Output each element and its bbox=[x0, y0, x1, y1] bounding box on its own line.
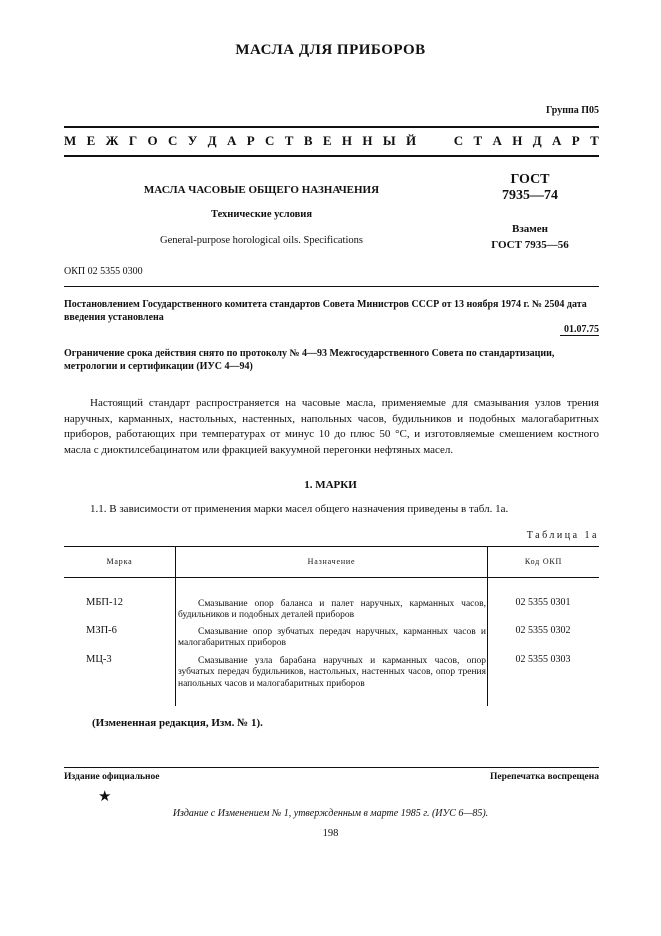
okp-code: ОКП 02 5355 0300 bbox=[64, 266, 143, 277]
gost-label: ГОСТ bbox=[510, 172, 550, 187]
banner-letter: Е bbox=[322, 133, 332, 148]
okp-rule bbox=[64, 286, 599, 287]
standard-title: МАСЛА ЧАСОВЫЕ ОБЩЕГО НАЗНАЧЕНИЯ bbox=[143, 184, 380, 196]
banner-letter: Т bbox=[473, 133, 483, 148]
amendment-note: (Измененная редакция, Изм. № 1). bbox=[92, 717, 263, 729]
intro-paragraph: Настоящий стандарт распространяется на часовые масла, применяемые для смазывания узлов трения наручных, карманных, настольных, настенных, напольных часов, будильников и подобных малогабаритных приборов, работающих при температурах от минус 10 до плюс 50 °С, и изготовляемые смешением костного масла с диоктилсебацинатом или фракцией вакуумной перегонки нефтяных масел. bbox=[64, 397, 599, 456]
group-code: Группа П05 bbox=[546, 105, 599, 116]
banner-letter: Д bbox=[207, 133, 217, 148]
banner-letter: С bbox=[453, 133, 464, 148]
gost-number: 7935—74 bbox=[502, 188, 558, 203]
gost-number-block bbox=[480, 172, 580, 204]
section-paragraph: 1.1. В зависимости от применения марки масел общего назначения приведены в табл. 1а. bbox=[90, 503, 509, 515]
row-code: 02 5355 0303 bbox=[515, 654, 571, 665]
standard-subtitle: Технические условия bbox=[210, 209, 313, 220]
banner-letter: В bbox=[303, 133, 313, 148]
banner-letter: Р bbox=[571, 133, 580, 148]
introduction-date: 01.07.75 bbox=[564, 324, 599, 335]
page-number: 198 bbox=[322, 828, 339, 839]
row-mark: МЦ-3 bbox=[86, 654, 112, 665]
star-icon: ★ bbox=[98, 789, 112, 805]
banner-letter: Ж bbox=[105, 133, 119, 148]
banner-letter: Н bbox=[341, 133, 353, 148]
banner-letter: С bbox=[168, 133, 178, 148]
banner-letter: А bbox=[226, 133, 237, 148]
edition-note: Издание с Изменением № 1, утвержденным в марте 1985 г. (ИУС 6—85). bbox=[172, 808, 489, 819]
row-purpose: Смазывание узла барабана наручных и карманных часов, опор зубчатых передач будильников, настольных, настенных часов, опор трения напольных часов и малогабаритных приборов bbox=[178, 656, 486, 689]
official-edition: Издание официальное bbox=[64, 772, 160, 782]
row-code: 02 5355 0301 bbox=[515, 597, 571, 608]
row-code: 02 5355 0302 bbox=[515, 625, 571, 636]
section-heading: 1. МАРКИ bbox=[304, 479, 357, 491]
date-underline bbox=[560, 335, 599, 336]
row-purpose: Смазывание опор зубчатых передач наручных, карманных часов и малогабаритных приборов bbox=[178, 627, 486, 649]
table-header-rule bbox=[64, 577, 599, 578]
decree-text: Постановлением Государственного комитета стандартов Совета Министров СССР от 13 ноября 1974 г. № 2504 дата введения установлена bbox=[64, 299, 587, 323]
banner-letter: Т bbox=[284, 133, 294, 148]
banner-letter: Ы bbox=[382, 133, 396, 148]
banner-letter: Р bbox=[246, 133, 255, 148]
banner-letter: Е bbox=[86, 133, 96, 148]
replaces-number: ГОСТ 7935—56 bbox=[491, 239, 569, 251]
banner-letter: М bbox=[64, 133, 77, 148]
header-code: Код ОКП bbox=[524, 557, 563, 566]
banner-letter: А bbox=[552, 133, 562, 148]
limitation-text: Ограничение срока действия снято по протоколу № 4—93 Межгосударственного Совета по стандартизации, метрологии и сертификации (ИУС 4—94) bbox=[64, 348, 555, 372]
banner-letter: Т bbox=[590, 133, 599, 148]
row-purpose: Смазывание опор баланса и палет наручных, карманных часов, будильников и подобных деталей приборов bbox=[178, 599, 486, 621]
banner-letter: О bbox=[147, 133, 158, 148]
page-title: МАСЛА ДЛЯ ПРИБОРОВ bbox=[235, 42, 426, 58]
row-mark: МЗП-6 bbox=[86, 625, 117, 636]
replaces-block bbox=[480, 221, 580, 253]
banner-letter bbox=[440, 133, 443, 149]
banner-letter: Н bbox=[512, 133, 523, 148]
banner-letter: Н bbox=[362, 133, 373, 148]
banner-letter: Г bbox=[128, 133, 138, 148]
banner-letter: С bbox=[265, 133, 275, 148]
table-top-rule bbox=[64, 546, 599, 547]
top-rule bbox=[64, 126, 599, 128]
banner-rule bbox=[64, 155, 599, 157]
reprint-notice: Перепечатка воспрещена bbox=[489, 772, 599, 782]
row-mark: МБП-12 bbox=[86, 597, 123, 608]
interstate-standard-banner bbox=[64, 133, 599, 149]
replaces-label: Взамен bbox=[512, 223, 548, 235]
banner-letter: Й bbox=[405, 133, 417, 148]
table-label: Таблица 1а bbox=[526, 530, 599, 541]
banner-letter: А bbox=[492, 133, 502, 148]
header-purpose: Назначение bbox=[307, 557, 356, 566]
english-title: General-purpose horological oils. Specifications bbox=[160, 235, 363, 246]
banner-letter: У bbox=[187, 133, 198, 148]
table-divider-1 bbox=[175, 546, 176, 706]
banner-letter: Д bbox=[532, 133, 542, 148]
header-mark: Марка bbox=[106, 557, 133, 566]
banner-letter bbox=[426, 133, 429, 149]
footer-rule bbox=[64, 767, 599, 768]
